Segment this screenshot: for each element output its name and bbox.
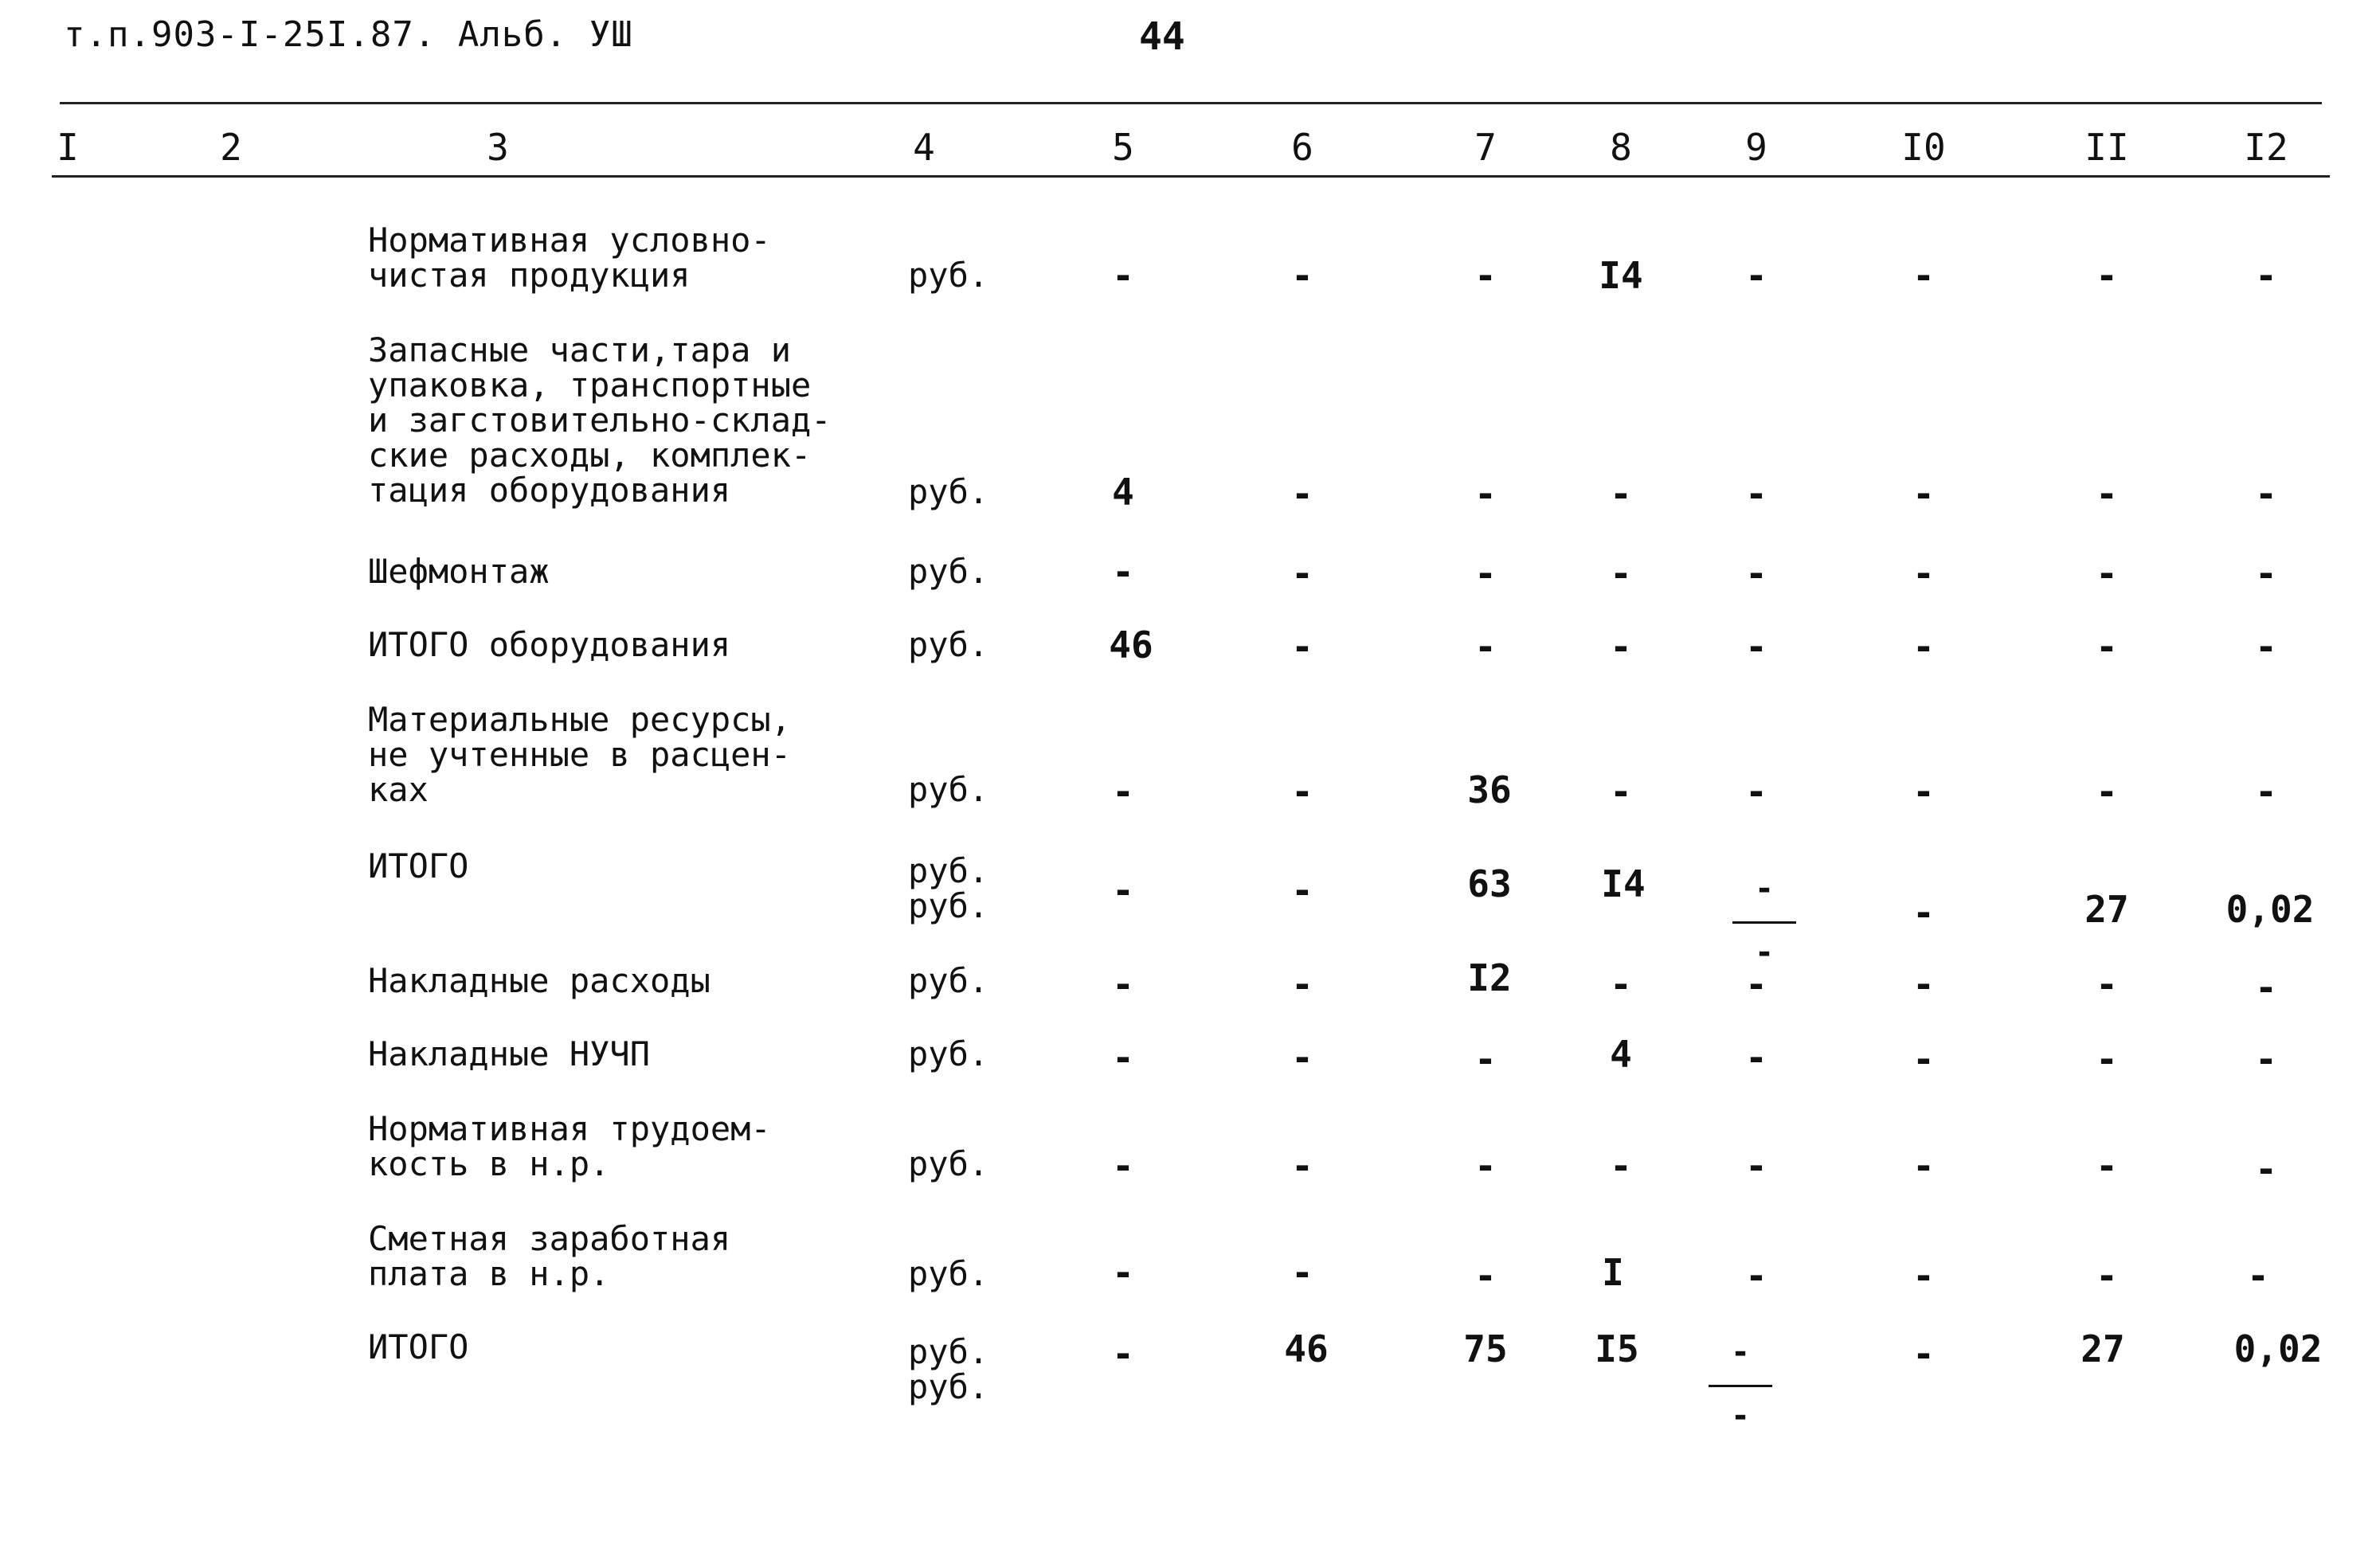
cell-col6: -: [1291, 552, 1313, 595]
row-label: ИТОГО: [368, 846, 469, 885]
cell-col12: 0,02: [2233, 1327, 2323, 1370]
document-code: т.п.903-I-25I.87. Альб. УШ: [64, 14, 633, 55]
cell-col6: 46: [1284, 1327, 1329, 1370]
fraction-line: [1709, 1385, 1772, 1387]
cell-col6: -: [1291, 770, 1313, 813]
cell-col9: -: [1745, 472, 1767, 515]
fraction-denominator: -: [1754, 934, 1775, 971]
column-header-7: 7: [1474, 126, 1497, 169]
cell-col10: -: [1912, 472, 1935, 515]
fraction-numerator: -: [1754, 870, 1775, 907]
row-label: Накладные расходы: [368, 961, 710, 1000]
cell-col5: -: [1112, 963, 1134, 1006]
row-unit: руб.: [908, 770, 989, 809]
row-label: ИТОГО: [368, 1327, 469, 1366]
cell-col12: -: [2255, 552, 2277, 595]
column-header-10: I0: [1901, 126, 1946, 169]
cell-col10: -: [1912, 770, 1935, 813]
cell-col11: 27: [2084, 888, 2129, 931]
cell-col5: -: [1112, 1332, 1134, 1375]
row-label: Нормативная условно- чистая продукция: [368, 221, 771, 295]
cell-col5: 46: [1109, 624, 1153, 667]
cell-col10: -: [1912, 1038, 1935, 1081]
cell-col6: -: [1291, 869, 1313, 912]
cell-col7: 63: [1467, 862, 1512, 905]
row-unit: руб.: [908, 1144, 989, 1183]
row-label: Сметная заработная плата в н.р.: [368, 1219, 731, 1293]
cell-col11: 27: [2081, 1327, 2125, 1370]
cell-col10: -: [1912, 1332, 1935, 1375]
cell-col12: -: [2255, 1038, 2277, 1081]
cell-col6: -: [1291, 1251, 1313, 1294]
row-unit: руб.: [908, 961, 989, 1000]
cell-col5: -: [1112, 254, 1134, 297]
row-unit: руб.: [908, 1034, 989, 1073]
cell-col6: -: [1291, 963, 1313, 1006]
table-header-rule: [52, 175, 2330, 178]
row-unit: руб.: [908, 552, 989, 591]
table-top-rule: [60, 102, 2322, 104]
cell-col12: -: [2255, 625, 2277, 668]
cell-col12: -: [2255, 254, 2277, 297]
row-label: Запасные части,тара и упаковка, транспортные и загстовительно-склад- ские расходы, комплек- тация оборудования: [368, 330, 832, 510]
row-unit: руб.: [908, 472, 989, 511]
column-header-4: 4: [913, 126, 935, 169]
row-unit: руб.: [908, 625, 989, 664]
cell-col11: -: [2096, 1144, 2118, 1187]
cell-col9: -: [1745, 625, 1767, 668]
cell-col6: -: [1291, 625, 1313, 668]
cell-col10: -: [1912, 891, 1935, 934]
column-header-3: 3: [487, 126, 509, 169]
row-label: Шефмонтаж: [368, 552, 550, 591]
cell-col10: -: [1912, 963, 1935, 1006]
cell-col11: -: [2096, 625, 2118, 668]
cell-col6: -: [1291, 254, 1313, 297]
cell-col7: -: [1474, 625, 1497, 668]
cell-col5: -: [1112, 1144, 1134, 1187]
cell-col12: -: [2255, 966, 2277, 1009]
row-unit: руб. руб.: [908, 851, 989, 925]
page-number: 44: [1139, 14, 1185, 59]
cell-col5: -: [1112, 550, 1134, 593]
row-label: Накладные НУЧП: [368, 1034, 651, 1073]
cell-col11: -: [2096, 963, 2118, 1006]
row-unit: руб.: [908, 1254, 989, 1293]
column-header-12: I2: [2244, 126, 2288, 169]
cell-col7: -: [1474, 1144, 1497, 1187]
cell-col9: -: [1745, 1254, 1767, 1297]
cell-col6: -: [1291, 1036, 1313, 1079]
cell-col7: -: [1474, 254, 1497, 297]
cell-col5: 4: [1112, 471, 1134, 514]
fraction-denominator: -: [1730, 1398, 1751, 1434]
row-label: ИТОГО оборудования: [368, 625, 731, 664]
cell-col11: -: [2096, 552, 2118, 595]
cell-col12: -: [2247, 1254, 2269, 1297]
column-header-1: I: [57, 126, 79, 169]
cell-col9: -: [1745, 1036, 1767, 1079]
cell-col9: -: [1745, 254, 1767, 297]
cell-col5: -: [1112, 770, 1134, 813]
cell-col12: -: [2255, 472, 2277, 515]
cell-col11: -: [2096, 472, 2118, 515]
cell-col8: 4: [1610, 1033, 1632, 1076]
cell-col8: I4: [1599, 254, 1643, 297]
fraction-numerator: -: [1730, 1334, 1751, 1370]
cell-col8: -: [1610, 963, 1632, 1006]
column-header-6: 6: [1291, 126, 1313, 169]
row-label: Материальные ресурсы, не учтенные в расцен- ках: [368, 700, 792, 809]
cell-col9: -: [1745, 1144, 1767, 1187]
cell-col8: -: [1610, 552, 1632, 595]
cell-col8: -: [1610, 770, 1632, 813]
cell-col10: -: [1912, 1254, 1935, 1297]
cell-col9: [1709, 870, 1820, 971]
column-header-11: II: [2084, 126, 2129, 169]
cell-col5: -: [1112, 1251, 1134, 1294]
cell-col10: -: [1912, 552, 1935, 595]
cell-col12: -: [2255, 770, 2277, 813]
cell-col12: 0,02: [2225, 888, 2315, 931]
cell-col7: -: [1474, 472, 1497, 515]
row-unit: руб.: [908, 256, 989, 295]
cell-col8: -: [1610, 625, 1632, 668]
cell-col6: -: [1291, 472, 1313, 515]
cell-col10: -: [1912, 1144, 1935, 1187]
fraction-line: [1732, 921, 1796, 924]
cell-col8: I: [1602, 1251, 1624, 1294]
cell-col11: -: [2096, 1254, 2118, 1297]
cell-col5: -: [1112, 869, 1134, 912]
cell-col8: I4: [1601, 862, 1646, 905]
cell-col7: 75: [1463, 1327, 1508, 1370]
cell-col9: [1685, 1336, 1796, 1432]
cell-col7: I2: [1467, 956, 1512, 999]
cell-col9: -: [1745, 770, 1767, 813]
cell-col9: -: [1745, 963, 1767, 1006]
row-label: Нормативная трудоем- кость в н.р.: [368, 1109, 771, 1183]
cell-col8: -: [1610, 1144, 1632, 1187]
cell-col7: 36: [1467, 768, 1512, 811]
cell-col6: -: [1291, 1144, 1313, 1187]
cell-col9: -: [1745, 552, 1767, 595]
cell-col7: -: [1474, 552, 1497, 595]
column-header-8: 8: [1610, 126, 1632, 169]
column-header-9: 9: [1745, 126, 1767, 169]
cell-col7: -: [1474, 1038, 1497, 1081]
cell-col10: -: [1912, 625, 1935, 668]
cell-col12: -: [2255, 1147, 2277, 1190]
cell-col10: -: [1912, 254, 1935, 297]
cell-col11: -: [2096, 770, 2118, 813]
cell-col8: -: [1610, 472, 1632, 515]
column-header-2: 2: [220, 126, 242, 169]
cell-col11: -: [2096, 254, 2118, 297]
column-header-5: 5: [1112, 126, 1134, 169]
cell-col8: I5: [1595, 1327, 1639, 1370]
cell-col11: -: [2096, 1038, 2118, 1081]
row-unit: руб. руб.: [908, 1332, 989, 1406]
cell-col5: -: [1112, 1036, 1134, 1079]
cell-col7: -: [1474, 1254, 1497, 1297]
